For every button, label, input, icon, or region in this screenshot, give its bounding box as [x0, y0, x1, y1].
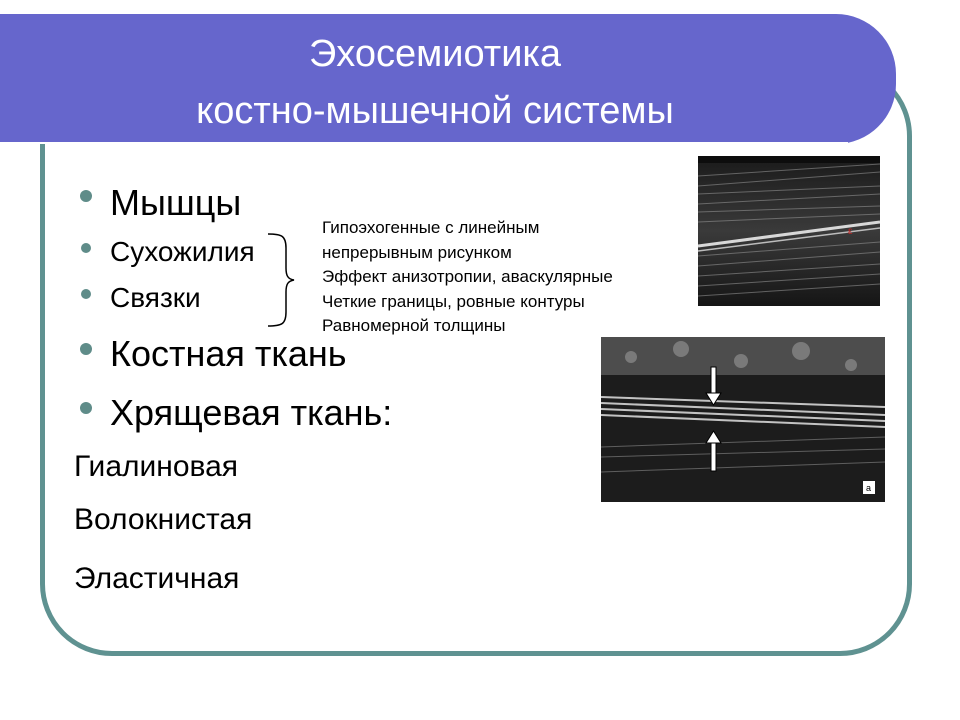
ultrasound-muscle-image: [698, 156, 880, 306]
subitem-hyaline: Гиалиновая: [74, 450, 239, 483]
title-line-2: костно-мышечной системы: [196, 90, 674, 132]
note-line-2: непрерывным рисунком: [322, 242, 512, 262]
title-line-1: Эхосемиотика: [308, 33, 562, 75]
title-underline: [0, 142, 848, 144]
bullet-dot: [81, 289, 91, 299]
bullet-cartilage: Хрящевая ткань:: [110, 392, 393, 433]
note-line-3: Эффект анизотропии, аваскулярные: [322, 267, 613, 286]
svg-text:ε: ε: [848, 226, 853, 237]
subitem-elastic: Эластичная: [74, 562, 240, 595]
bullet-dot: [80, 402, 92, 414]
image-label: a: [866, 483, 872, 493]
note-line-1: Гипоэхогенные с линейным: [322, 218, 540, 237]
bullet-dot: [81, 243, 91, 253]
bullet-tendons: Сухожилия: [110, 236, 255, 267]
bullet-dot: [80, 343, 92, 355]
slide-title: [0, 26, 870, 140]
bullet-bone: Костная ткань: [110, 333, 347, 374]
subitem-fibrous: Волокнистая: [74, 503, 253, 536]
bullet-muscles: Мышцы: [110, 182, 242, 223]
note-line-5: Равномерной толщины: [322, 316, 506, 335]
bullet-ligaments: Связки: [110, 282, 201, 313]
tendon-description: [322, 216, 613, 339]
curly-brace: [266, 232, 296, 328]
bullet-dot: [80, 190, 92, 202]
ultrasound-tendon-image: [601, 337, 885, 502]
note-line-4: Четкие границы, ровные контуры: [322, 291, 585, 311]
